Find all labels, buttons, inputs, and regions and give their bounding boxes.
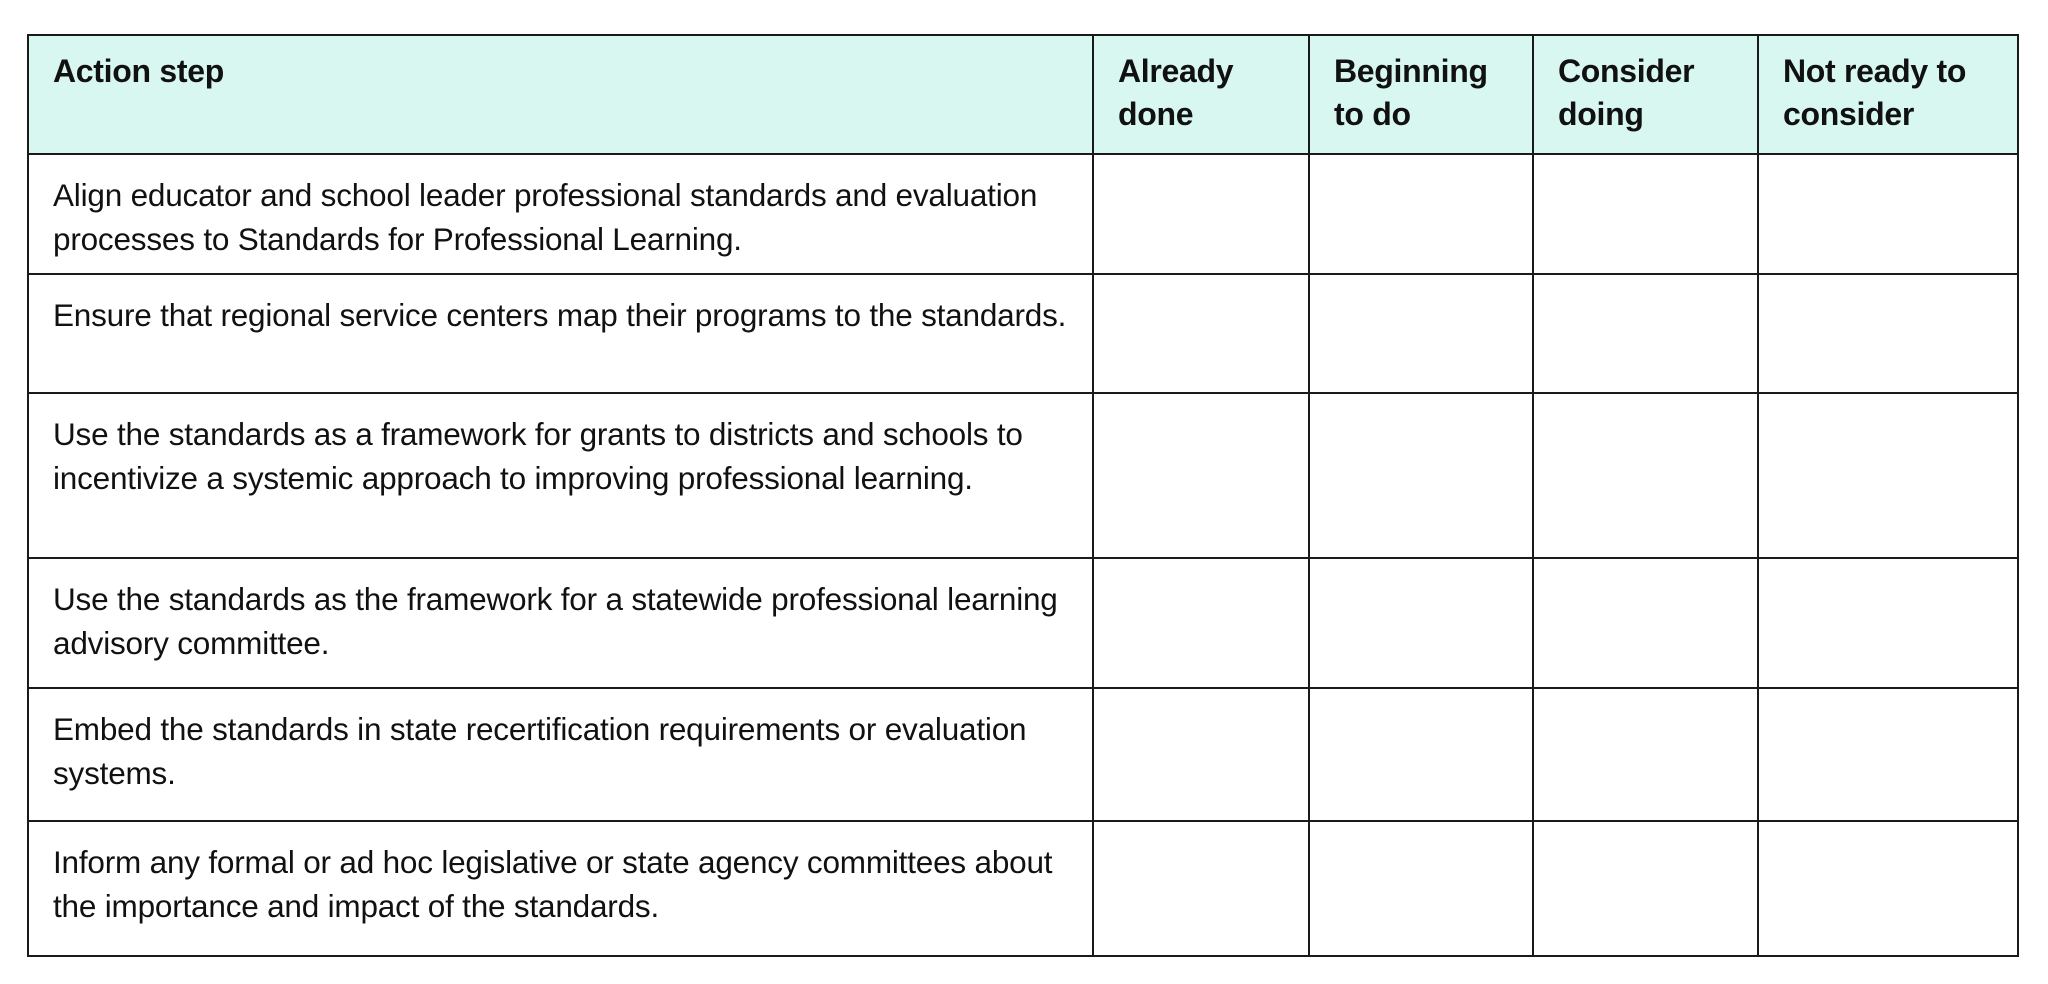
header-not-ready-to-consider: Not ready to consider <box>1758 35 2018 154</box>
action-step-cell: Ensure that regional service centers map their programs to the standards. <box>28 274 1093 393</box>
beginning-to-do-cell[interactable] <box>1309 688 1533 821</box>
consider-doing-cell[interactable] <box>1533 821 1758 956</box>
table-row <box>28 558 2018 688</box>
table-row <box>28 688 2018 821</box>
already-done-cell[interactable] <box>1093 154 1309 274</box>
header-row <box>28 35 2018 154</box>
beginning-to-do-cell[interactable] <box>1309 821 1533 956</box>
already-done-cell[interactable] <box>1093 274 1309 393</box>
action-step-cell: Inform any formal or ad hoc legislative or state agency committees about the importance and impact of the standards. <box>28 821 1093 956</box>
already-done-cell[interactable] <box>1093 558 1309 688</box>
action-step-cell: Use the standards as a framework for grants to districts and schools to incentivize a systemic approach to improving professional learning. <box>28 393 1093 558</box>
consider-doing-cell[interactable] <box>1533 393 1758 558</box>
table-row <box>28 393 2018 558</box>
header-action-step: Action step <box>28 35 1093 154</box>
action-step-cell: Embed the standards in state recertification requirements or evaluation systems. <box>28 688 1093 821</box>
beginning-to-do-cell[interactable] <box>1309 393 1533 558</box>
action-step-checklist-table <box>27 34 2019 957</box>
not-ready-cell[interactable] <box>1758 274 2018 393</box>
not-ready-cell[interactable] <box>1758 154 2018 274</box>
beginning-to-do-cell[interactable] <box>1309 154 1533 274</box>
header-beginning-to-do: Beginning to do <box>1309 35 1533 154</box>
action-step-cell: Use the standards as the framework for a statewide professional learning advisory committee. <box>28 558 1093 688</box>
not-ready-cell[interactable] <box>1758 393 2018 558</box>
header-consider-doing: Consider doing <box>1533 35 1758 154</box>
beginning-to-do-cell[interactable] <box>1309 274 1533 393</box>
table-row <box>28 154 2018 274</box>
action-step-cell: Align educator and school leader professional standards and evaluation processes to Standards for Professional Learning. <box>28 154 1093 274</box>
consider-doing-cell[interactable] <box>1533 154 1758 274</box>
already-done-cell[interactable] <box>1093 821 1309 956</box>
not-ready-cell[interactable] <box>1758 688 2018 821</box>
header-already-done: Already done <box>1093 35 1309 154</box>
beginning-to-do-cell[interactable] <box>1309 558 1533 688</box>
already-done-cell[interactable] <box>1093 688 1309 821</box>
table-row <box>28 274 2018 393</box>
table-row <box>28 821 2018 956</box>
not-ready-cell[interactable] <box>1758 558 2018 688</box>
not-ready-cell[interactable] <box>1758 821 2018 956</box>
consider-doing-cell[interactable] <box>1533 558 1758 688</box>
consider-doing-cell[interactable] <box>1533 688 1758 821</box>
already-done-cell[interactable] <box>1093 393 1309 558</box>
consider-doing-cell[interactable] <box>1533 274 1758 393</box>
